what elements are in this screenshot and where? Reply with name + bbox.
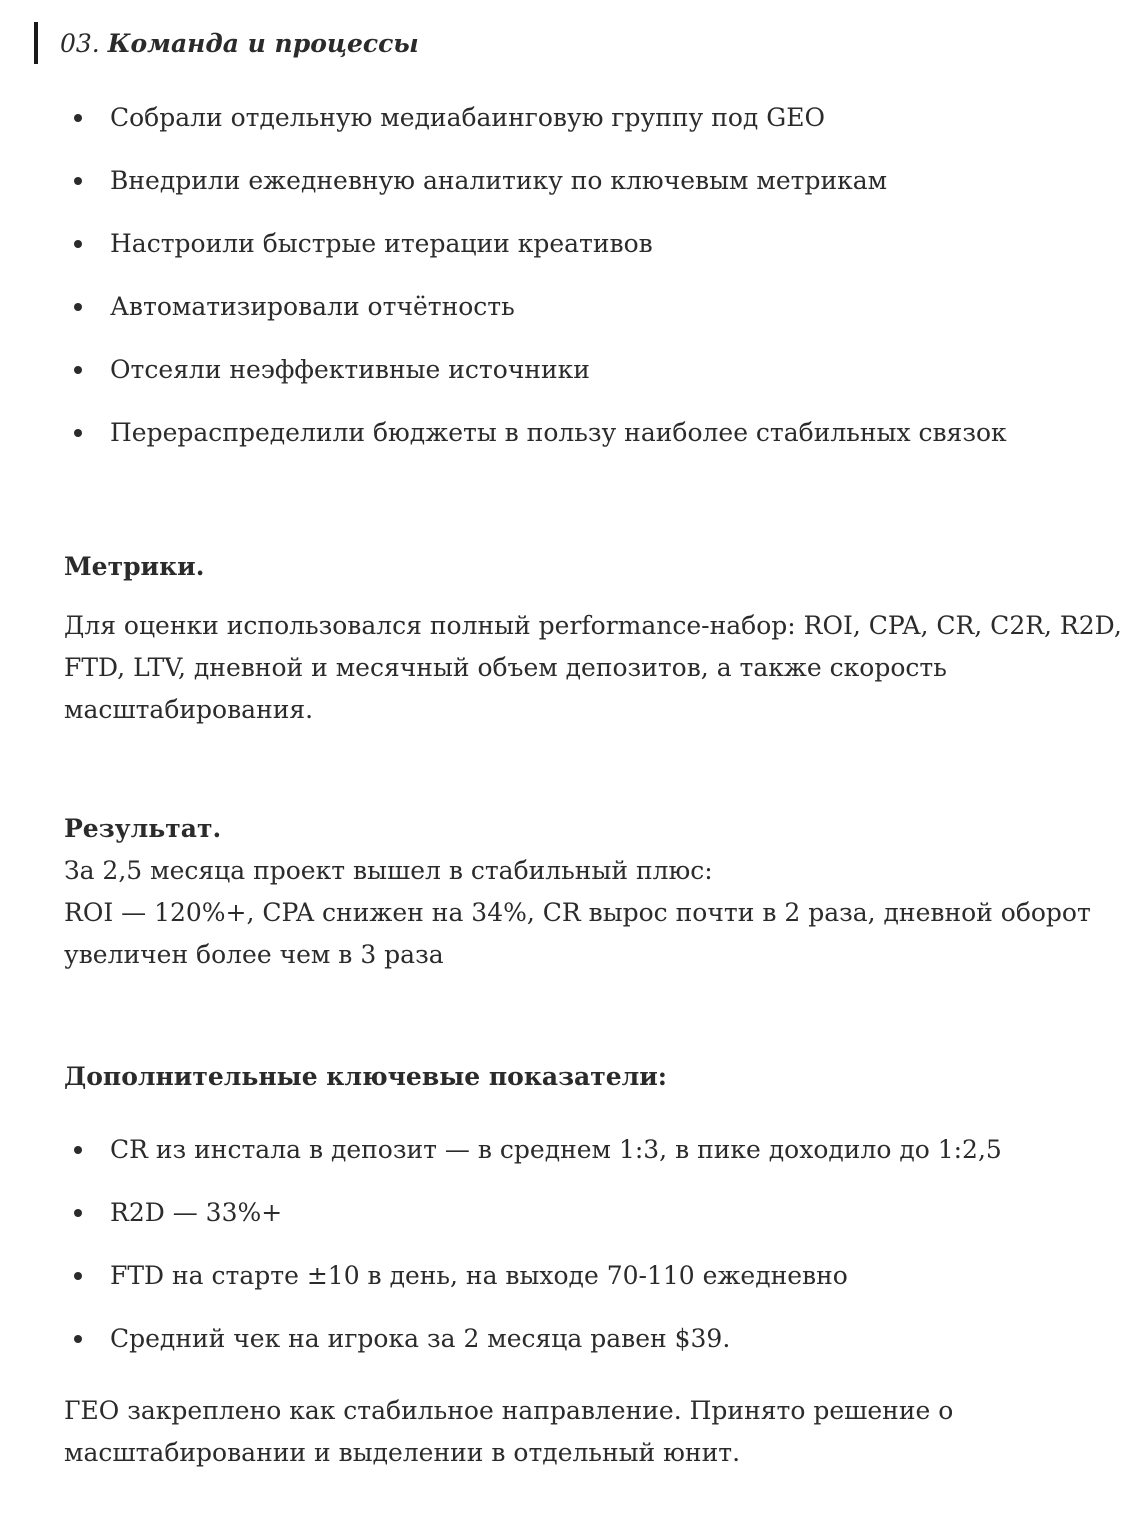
process-list [64, 102, 1124, 480]
bullet-icon [74, 303, 82, 311]
list-item: FTD на старте ±10 в день, на выходе 70-110 ежедневно [64, 1260, 1124, 1292]
list-item: Отсеяли неэффективные источники [64, 354, 1124, 386]
list-item: CR из инстала в депозит — в среднем 1:3, в пике доходило до 1:2,5 [64, 1134, 1124, 1166]
section-heading [34, 22, 419, 64]
bullet-icon [74, 1335, 82, 1343]
bullet-icon [74, 1272, 82, 1280]
conclusion-paragraph: ГЕО закреплено как стабильное направление. Принято решение о масштабировании и выделении в отдельный юнит. [64, 1396, 954, 1467]
section-title: Команда и процессы [107, 28, 419, 58]
list-item: Автоматизировали отчётность [64, 291, 1124, 323]
list-item: Перераспределили бюджеты в пользу наиболее стабильных связок [64, 417, 1124, 449]
bullet-icon [74, 429, 82, 437]
bullet-icon [74, 114, 82, 122]
list-item: Собрали отдельную медиабаинговую группу под GEO [64, 102, 1124, 134]
extra-metrics-list [64, 1134, 1124, 1386]
bullet-icon [74, 1146, 82, 1154]
bullet-icon [74, 366, 82, 374]
list-item: R2D — 33%+ [64, 1197, 1124, 1229]
bullet-icon [74, 240, 82, 248]
result-heading: Результат. [64, 814, 222, 843]
metrics-heading: Метрики. [64, 552, 205, 581]
list-item: Внедрили ежедневную аналитику по ключевым метрикам [64, 165, 1124, 197]
list-item: Настроили быстрые итерации креативов [64, 228, 1124, 260]
result-paragraph: За 2,5 месяца проект вышел в стабильный плюс: ROI — 120%+, CPA снижен на 34%, CR вырос почти в 2 раза, дневной оборот увеличен более чем в 3 раза [64, 856, 1091, 969]
bullet-icon [74, 1209, 82, 1217]
metrics-paragraph: Для оценки использовался полный performance-набор: ROI, CPA, CR, C2R, R2D, FTD, LTV, дневной и месячный объем депозитов, а также скорость масштабирования. [64, 611, 1122, 724]
list-item: Средний чек на игрока за 2 месяца равен $39. [64, 1323, 1124, 1355]
section-number: 03. [60, 28, 100, 58]
extra-metrics-heading: Дополнительные ключевые показатели: [64, 1062, 668, 1091]
bullet-icon [74, 177, 82, 185]
